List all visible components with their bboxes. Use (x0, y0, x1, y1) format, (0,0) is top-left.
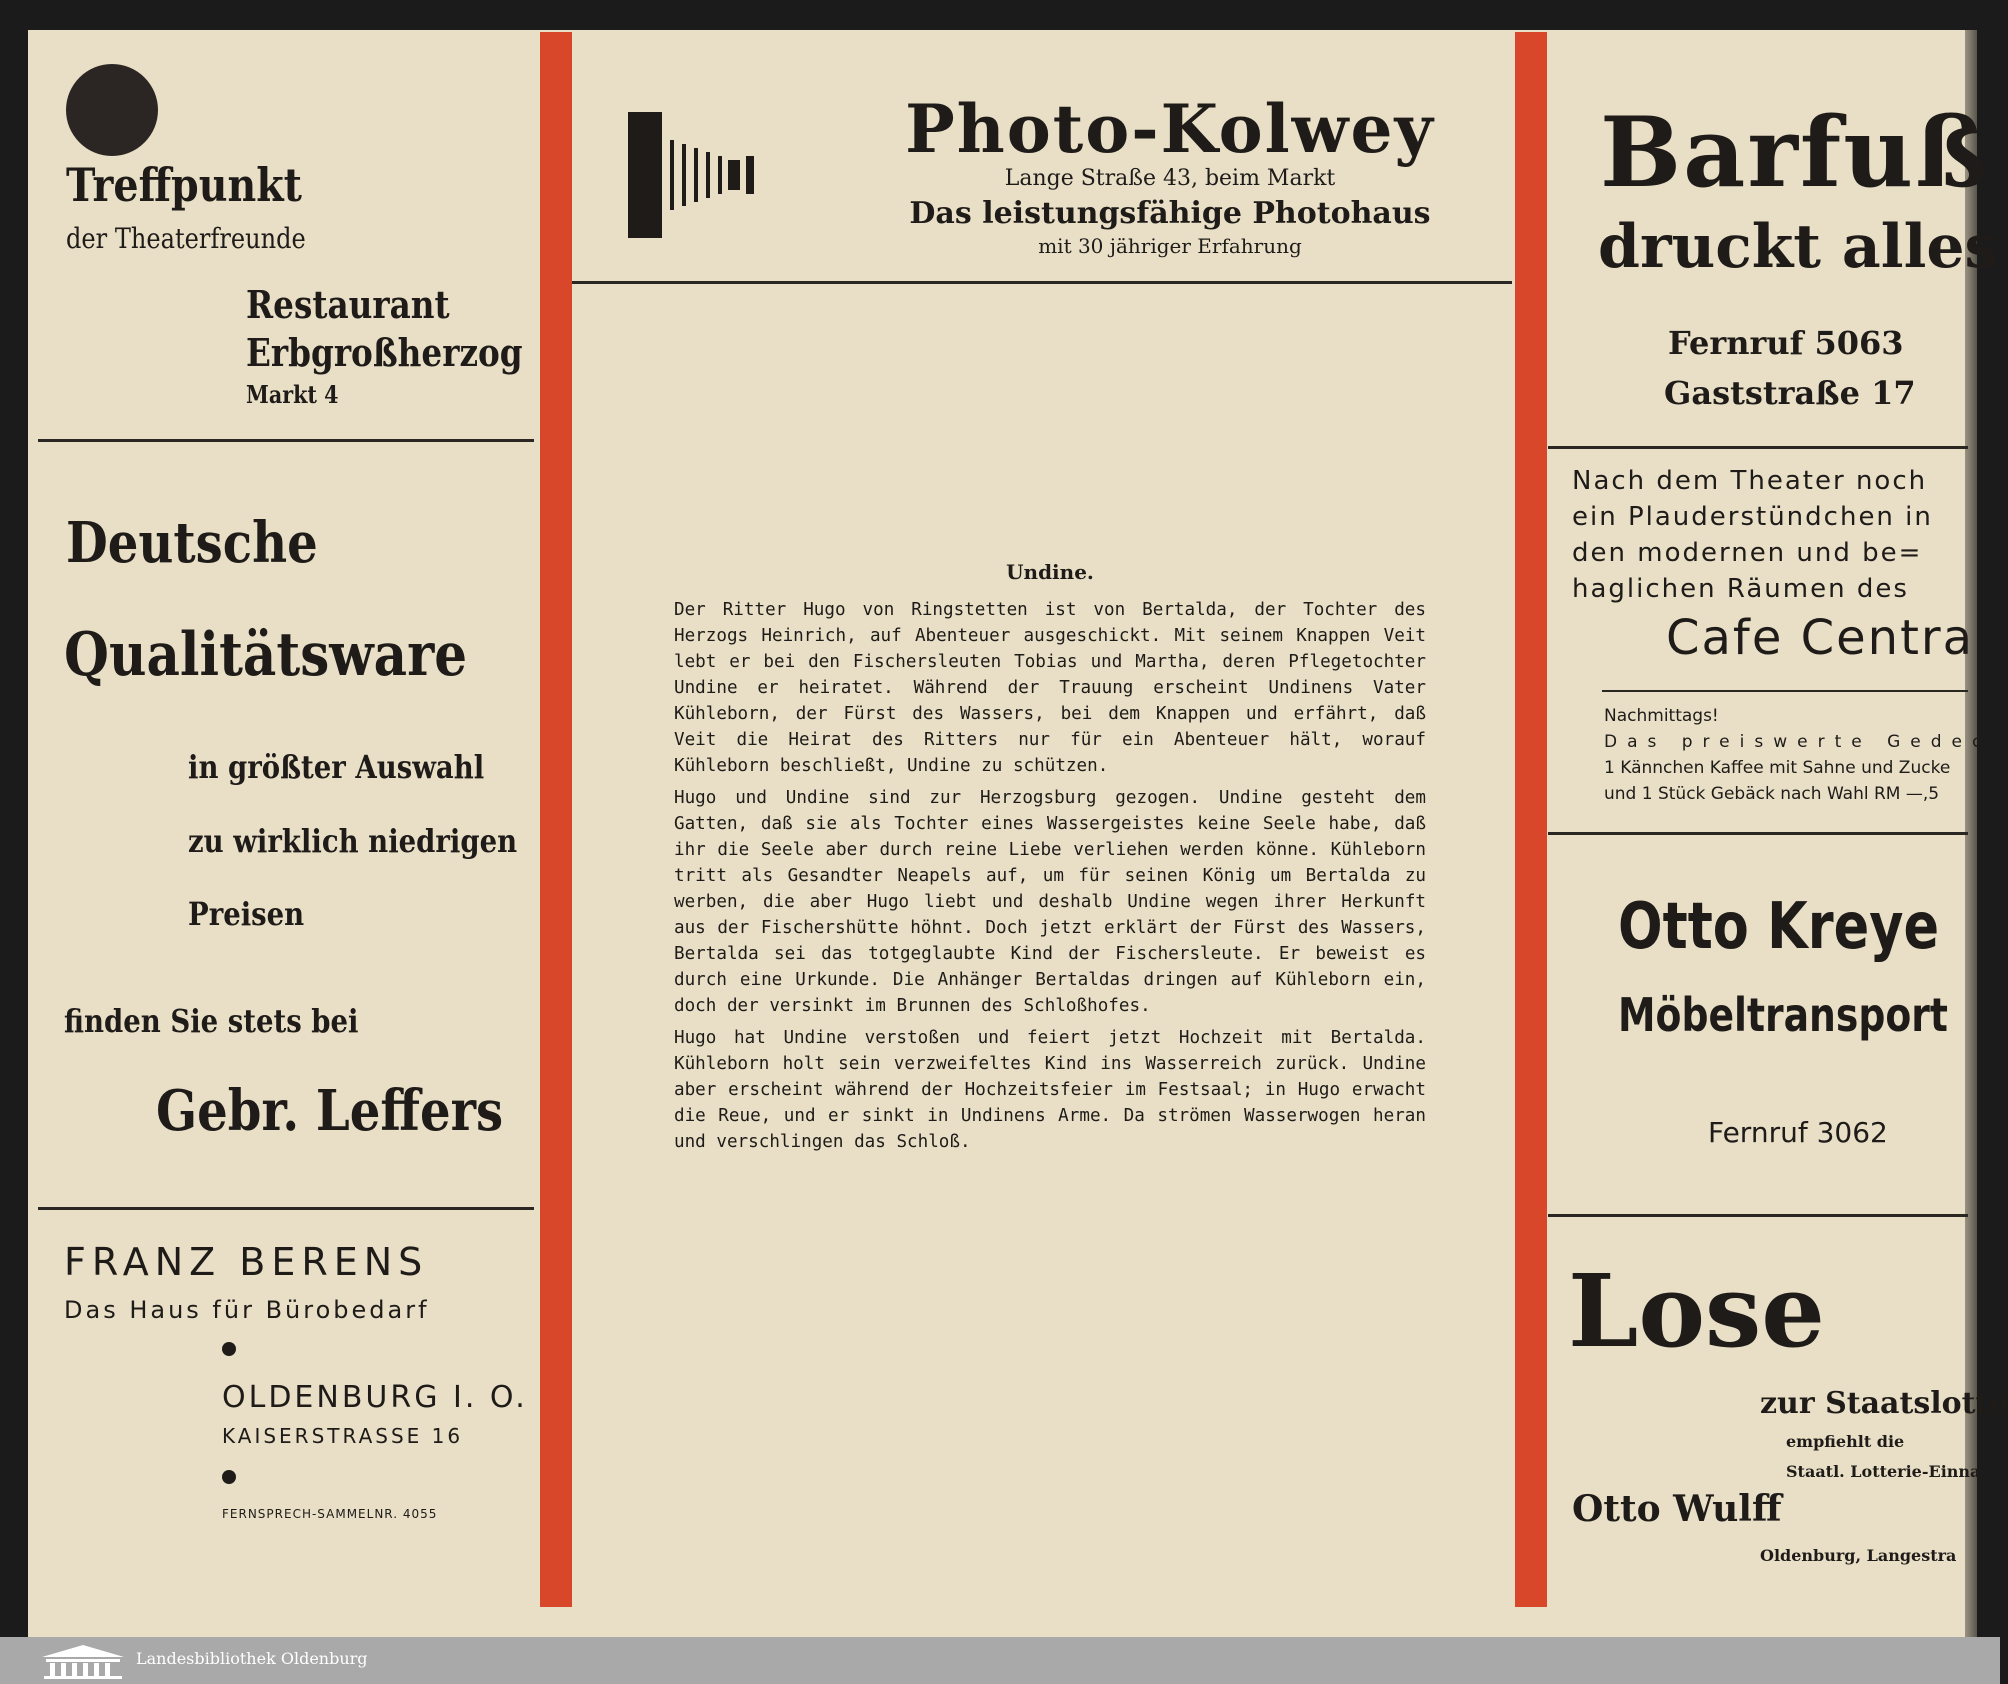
lose-title: Lose (1568, 1252, 1825, 1370)
kolwey-name: Photo-Kolwey (905, 90, 1435, 168)
restaurant-label: Restaurant (246, 282, 450, 327)
cafe-line4: haglichen Räumen des (1572, 574, 1909, 604)
barfuss-phone: Fernruf 5063 (1668, 324, 1904, 362)
kreye-phone: Fernruf 3062 (1708, 1116, 1888, 1149)
leffers-line4: zu wirklich niedrigen (188, 822, 518, 860)
berens-tagline: Das Haus für Bürobedarf (64, 1296, 430, 1324)
divider (572, 281, 1512, 284)
treffpunkt-title: Treffpunkt (66, 158, 302, 212)
right-column (1548, 40, 2008, 1630)
cafe-line1: Nach dem Theater noch (1572, 466, 1928, 496)
barfuss-line1: Barfuß (1600, 96, 1990, 209)
leffers-line3: in größter Auswahl (188, 748, 485, 786)
black-dot-icon (66, 64, 158, 156)
divider (1548, 1214, 1968, 1217)
leffers-name: Gebr. Leffers (156, 1078, 504, 1144)
restaurant-address: Markt 4 (246, 380, 339, 409)
lose-line1: zur Staatslotte (1760, 1386, 2008, 1421)
divider (1602, 690, 1968, 692)
library-name: Landesbibliothek Oldenburg (136, 1649, 368, 1668)
kolwey-slogan: Das leistungsfähige Photohaus (909, 196, 1431, 231)
kreye-name: Otto Kreye (1618, 890, 1940, 964)
bullet-icon (222, 1342, 236, 1356)
library-building-icon (40, 1643, 126, 1679)
camera-logo-icon (628, 110, 788, 240)
leffers-line2: Qualitätsware (64, 620, 468, 690)
restaurant-name: Erbgroßherzog (246, 330, 523, 375)
lose-line3: Staatl. Lotterie-Einna (1786, 1462, 1981, 1481)
cafe-note4: und 1 Stück Gebäck nach Wahl RM —,5 (1604, 784, 1940, 804)
bullet-icon (222, 1470, 236, 1484)
cafe-note1: Nachmittags! (1604, 706, 1719, 726)
footer-bar (0, 1637, 2000, 1684)
cafe-note3: 1 Kännchen Kaffee mit Sahne und Zucke (1604, 758, 1951, 778)
berens-street: KAISERSTRASSE 16 (222, 1424, 464, 1448)
kolwey-experience: mit 30 jähriger Erfahrung (1038, 234, 1302, 258)
lose-address: Oldenburg, Langestra (1760, 1546, 1957, 1565)
leffers-line6: finden Sie stets bei (64, 1002, 359, 1040)
article-title: Undine. (1006, 560, 1094, 584)
barfuss-line2: druckt alles (1598, 212, 1999, 282)
divider (38, 1207, 534, 1210)
cafe-line3: den modernen und be= (1572, 538, 1923, 568)
kreye-trade: Möbeltransport (1618, 988, 1948, 1042)
lose-name: Otto Wulff (1572, 1488, 1782, 1530)
leffers-line5: Preisen (188, 895, 305, 933)
divider (1548, 446, 1968, 449)
kolwey-address: Lange Straße 43, beim Markt (1004, 166, 1336, 191)
article-paragraph-2: Hugo und Undine sind zur Herzogsburg gezogen. Undine gesteht dem Gatten, daß sie als Tochter eines Wassergeistes keine Seele habe, daß ihr die Seele aber durch reine Liebe verliehen werden könne. Kühleborn tritt als Gesandter Neapels auf, um für seinen König um Bertalda zu werben, die aber Hugo liebt und deshalb Undine wegen ihrer Herkunft aus der Fischershütte höhnt. Doch jetzt erklärt der Fürst des Wassers, Bertalda sei das totgeglaubte Kind der Fischersleute. Er beweist es durch eine Urkunde. Die Anhänger Bertaldas dringen auf Kühleborn ein, doch der versinkt im Brunnen des Schloßhofes. (674, 788, 1426, 1016)
cafe-line2: ein Plauderstündchen in (1572, 502, 1933, 532)
red-column-bar-right (1515, 32, 1547, 1607)
cafe-name: Cafe Centra (1666, 610, 1975, 666)
leffers-line1: Deutsche (66, 510, 318, 576)
treffpunkt-subtitle: der Theaterfreunde (66, 222, 306, 255)
berens-name: FRANZ BERENS (64, 1240, 429, 1284)
article-paragraph-3: Hugo hat Undine verstoßen und feiert jetzt Hochzeit mit Bertalda. Kühleborn holt sein verzweifeltes Kind ins Wasserreich zurück. Undine aber erscheint während der Hochzeitsfeier im Festsaal; in Hugo erwacht die Reue, und er sinkt in Undinens Arme. Da strömen Wasserwogen heran und verschlingen das Schloß. (674, 1028, 1426, 1152)
lose-line2: empfiehlt die (1786, 1432, 1905, 1451)
barfuss-street: Gaststraße 17 (1664, 374, 1916, 412)
article-paragraph-1: Der Ritter Hugo von Ringstetten ist von Bertalda, der Tochter des Herzogs Heinrich, auf Abenteuer ausgeschickt. Mit seinem Knappen Veit lebt er bei den Fischersleuten Tobias und Martha, deren Pflegetochter Undine er heiratet. Während der Trauung erscheint Undinens Vater Kühleborn, der Fürst des Wassers, bei dem Knappen und erfährt, daß Veit die Heirat des Ritters nur für ein Abenteuer hält, worauf Kühleborn beschließt, Undine zu schützen. (674, 600, 1426, 776)
article-body (674, 597, 1426, 1161)
divider (38, 439, 534, 442)
cafe-note2: Das preiswerte Gedec (1604, 732, 1992, 752)
berens-city: OLDENBURG I. O. (222, 1380, 528, 1415)
divider (1548, 832, 1968, 835)
red-column-bar-left (540, 32, 572, 1607)
berens-phone: FERNSPRECH-SAMMELNR. 4055 (222, 1507, 438, 1521)
